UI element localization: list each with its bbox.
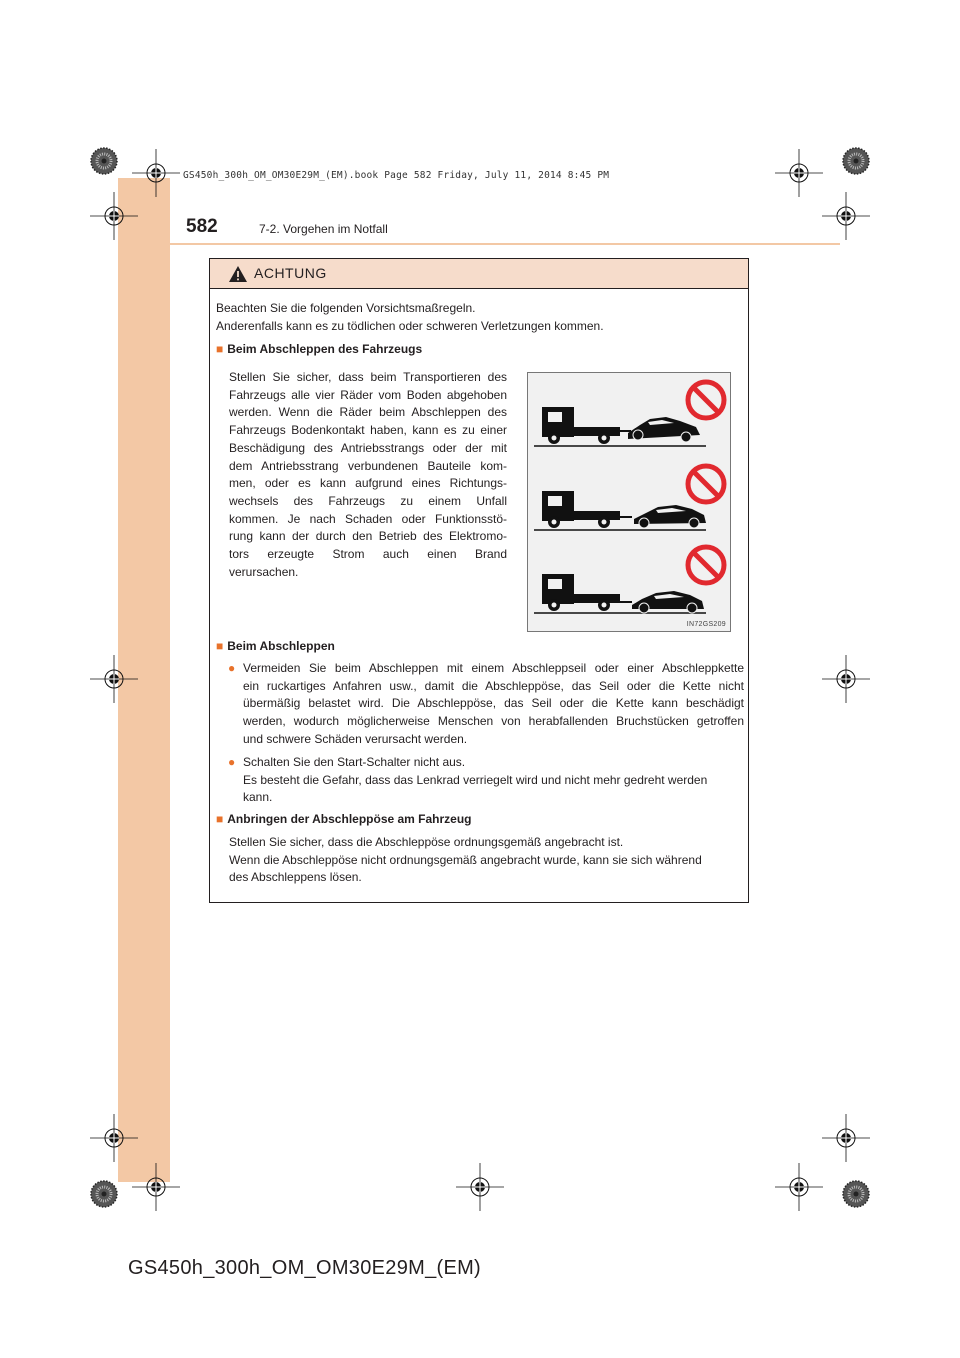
section-heading-text: Beim Abschleppen des Fahrzeugs	[227, 342, 423, 356]
towing-eyelet-paragraph	[229, 834, 745, 887]
paragraph-line: Es besteht die Gefahr, dass das Lenkrad verriegelt wird und nicht mehr gedreht werden	[243, 772, 708, 787]
intro-line-1: Beachten Sie die folgenden Vorsichtsmaßregeln.	[216, 301, 476, 315]
paragraph-line: übermäßig belastet wird. Die Abschleppöse, das Seil oder die Kette kann beschädigt	[243, 696, 744, 711]
tow-truck-flat-towing-scene	[534, 574, 706, 613]
registration-mark-icon	[132, 1163, 180, 1211]
paragraph-line: Vermeiden Sie beim Abschleppen mit einem Abschleppseil oder einer Abschleppkette	[243, 661, 744, 675]
paragraph-line: des Abschleppens lösen.	[229, 870, 362, 885]
figure-code: IN72GS209	[686, 621, 726, 628]
book-file-info: GS450h_300h_OM_OM30E29M_(EM).book Page 582 Friday, July 11, 2014 8:45 PM	[183, 170, 610, 181]
registration-mark-icon	[90, 192, 138, 240]
section-heading-towing-eyelet	[216, 811, 472, 829]
paragraph-line: wechsels des Fahrzeugs zu einem Unfall	[229, 493, 507, 508]
section-heading-towing-vehicle	[216, 341, 422, 359]
section-heading-text: Beim Abschleppen	[227, 639, 335, 653]
prohibition-icon	[688, 382, 724, 418]
prohibition-icon	[688, 466, 724, 502]
warning-box-header	[210, 259, 748, 289]
circle-bullet-icon: ●	[228, 661, 236, 675]
page-number: 582	[186, 216, 218, 237]
rosette-icon	[842, 147, 870, 175]
paragraph-line: ein ruckartiges Anfahren usw., damit die Abschleppöse, das Seil oder die Kette nicht	[243, 678, 744, 693]
paragraph-line: Fahrzeugs alle vier Räder vom Boden abgehoben	[229, 387, 507, 402]
section-heading-text: Anbringen der Abschleppöse am Fahrzeug	[227, 812, 472, 826]
square-bullet-icon: ■	[216, 639, 224, 653]
bullet-start-switch	[228, 754, 744, 807]
square-bullet-icon: ■	[216, 342, 224, 356]
paragraph-line: Stellen Sie sicher, dass beim Transportieren des	[229, 370, 507, 384]
warning-title: ACHTUNG	[254, 265, 327, 281]
paragraph-line: Beschädigung des Antriebsstrangs oder der mit	[229, 440, 507, 455]
paragraph-line: Wenn die Abschleppöse nicht ordnungsgemäß angebracht wurde, kann sie sich während	[229, 852, 702, 867]
towing-illustration	[527, 372, 731, 632]
rosette-icon	[90, 147, 118, 175]
rosette-icon	[90, 1180, 118, 1208]
paragraph-line: rung kann der durch den Betrieb des Elektromo-	[229, 529, 507, 544]
circle-bullet-icon: ●	[228, 755, 236, 769]
warning-triangle-icon	[228, 265, 248, 283]
prohibition-icon	[688, 547, 724, 583]
registration-mark-icon	[775, 149, 823, 197]
paragraph-line: tors erzeugte Strom auch einen Brand	[229, 547, 507, 562]
footer-document-code: GS450h_300h_OM_OM30E29M_(EM)	[128, 1257, 482, 1279]
paragraph-line: kann.	[243, 790, 273, 805]
paragraph-line: Stellen Sie sicher, dass die Abschleppöse ordnungsgemäß angebracht ist.	[229, 835, 624, 849]
paragraph-line: werden, wodurch möglicherweise Menschen von herabfallenden Bruchstücken getroffen	[243, 714, 744, 729]
registration-mark-icon	[132, 149, 180, 197]
bullet-text	[243, 754, 744, 807]
square-bullet-icon: ■	[216, 812, 224, 826]
section-heading-towing	[216, 638, 335, 656]
intro-line-2: Anderenfalls kann es zu tödlichen oder schweren Verletzungen kommen.	[216, 319, 604, 333]
paragraph-line: men, oder es kann aufgrund eines Richtungs-	[229, 476, 507, 491]
registration-mark-icon	[90, 655, 138, 703]
paragraph-line: dem Antriebsstrang verbundenen Bauteile kom-	[229, 458, 507, 473]
bullet-text	[243, 660, 744, 749]
registration-mark-icon	[456, 1163, 504, 1211]
paragraph-line: werden. Wenn die Räder beim Abschleppen des	[229, 405, 507, 420]
header-rule	[118, 243, 840, 245]
towing-paragraph	[229, 369, 507, 581]
registration-mark-icon	[775, 1163, 823, 1211]
bullet-jerky-start	[228, 660, 744, 749]
registration-mark-icon	[822, 1114, 870, 1162]
registration-mark-icon	[822, 655, 870, 703]
tow-truck-lifted-car-scene	[534, 407, 706, 446]
paragraph-line: Schalten Sie den Start-Schalter nicht aus.	[243, 755, 466, 769]
paragraph-line: kommen. Je nach Schaden oder Funktionsstö-	[229, 511, 507, 526]
paragraph-line: Fahrzeugs Bodenkontakt haben, kann es zu einer	[229, 423, 507, 438]
rosette-icon	[842, 1180, 870, 1208]
paragraph-line: verursachen.	[229, 564, 299, 579]
section-title: 7-2. Vorgehen im Notfall	[259, 222, 388, 236]
tow-truck-dolly-scene	[534, 491, 706, 530]
registration-mark-icon	[90, 1114, 138, 1162]
registration-mark-icon	[822, 192, 870, 240]
paragraph-line: und schwere Schäden verursacht werden.	[243, 731, 468, 746]
